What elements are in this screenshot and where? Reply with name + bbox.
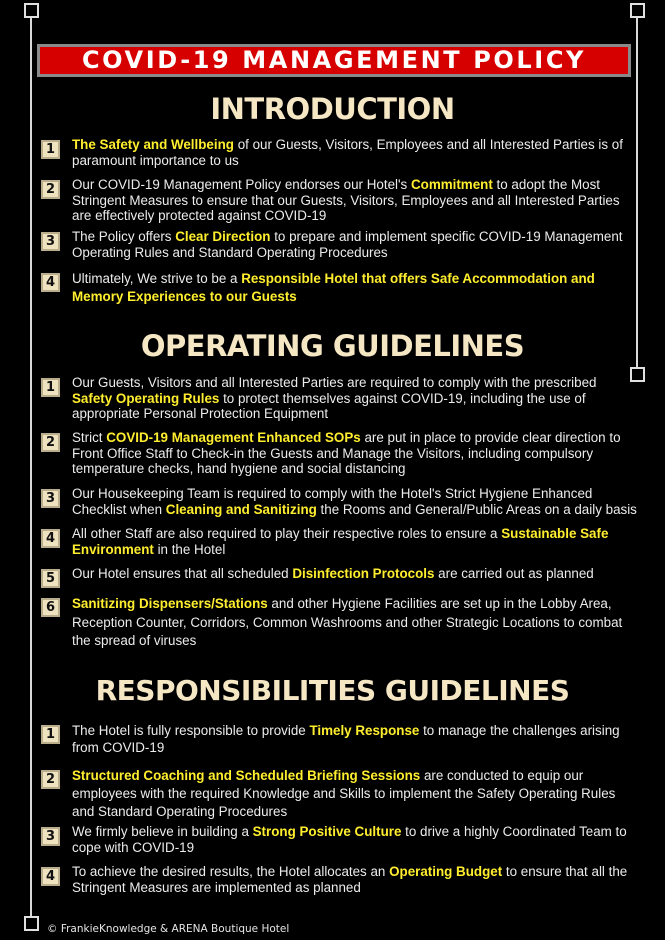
body-text: in the Hotel xyxy=(153,541,226,557)
frame-corner-top-left xyxy=(24,3,39,18)
item-number-badge: 4 xyxy=(41,529,60,548)
body-text: All other Staff are also required to play their respective roles to ensure a xyxy=(72,526,502,541)
body-text: are carried out as planned xyxy=(434,566,594,581)
body-text: The Policy offers xyxy=(72,229,176,244)
body-text: To achieve the desired results, the Hotel allocates an xyxy=(72,864,390,879)
item-text xyxy=(72,137,638,168)
frame-corner-top-right xyxy=(630,3,645,18)
frame-corner-bottom-left xyxy=(24,916,39,931)
highlight-text: Operating Budget xyxy=(389,864,503,879)
body-text: to manage the challenges arising from COVID-19 xyxy=(72,723,620,755)
item-text xyxy=(72,526,638,557)
body-text: of our Guests, Visitors, Employees and all Interested Parties is of paramount importance to us xyxy=(72,137,623,168)
body-text: Our Hotel ensures that all scheduled xyxy=(72,566,293,581)
highlight-text: Sanitizing Dispensers/Stations xyxy=(72,596,268,611)
highlight-text: Structured Coaching and Scheduled Briefing Sessions xyxy=(72,768,421,783)
body-text: are conducted to equip our employees with the required Knowledge and Skills to implement the Safety Operating Rules and Standard Operating Procedures xyxy=(72,768,616,819)
highlight-text: The Safety and Wellbeing xyxy=(72,137,234,152)
highlight-text: Safety Operating Rules xyxy=(72,390,220,406)
body-text: to ensure that all the Stringent Measures are implemented as planned xyxy=(72,864,628,895)
body-text: Our Guests, Visitors and all Interested Parties are required to comply with the prescribed xyxy=(72,375,597,390)
copyright-footer: © FrankieKnowledge & ARENA Boutique Hotel xyxy=(47,923,290,935)
body-text: Our COVID-19 Management Policy endorses our Hotel's xyxy=(72,177,411,192)
item-number-badge: 1 xyxy=(41,725,60,744)
body-text: to adopt the Most Stringent Measures to ensure that our Guests, Visitors, Employees and all Interested Parties are effectively protected against COVID-19 xyxy=(72,177,620,223)
item-number-badge: 5 xyxy=(41,569,60,588)
item-number-badge: 1 xyxy=(41,378,60,397)
body-text: Strict xyxy=(72,430,107,445)
body-text: to protect themselves against COVID-19, including the use of appropriate Personal Protection Equipment xyxy=(72,390,586,421)
item-text xyxy=(72,375,638,422)
item-text xyxy=(72,767,638,821)
item-text xyxy=(72,595,638,651)
item-number-badge: 2 xyxy=(41,180,60,199)
highlight-text: Commitment xyxy=(410,177,493,192)
highlight-text: Clear Direction xyxy=(175,229,271,244)
highlight-text: Responsible Hotel that offers Safe Accommodation and Memory Experiences to our Guests xyxy=(72,271,595,304)
body-text: We firmly believe in building a xyxy=(72,824,253,839)
item-text xyxy=(72,864,638,895)
policy-banner: COVID-19 MANAGEMENT POLICY xyxy=(37,44,631,77)
item-text xyxy=(72,430,638,477)
item-number-badge: 2 xyxy=(41,433,60,452)
item-text xyxy=(72,486,638,517)
body-text: Ultimately, We strive to be a xyxy=(72,271,242,286)
item-number-badge: 4 xyxy=(41,273,60,292)
body-text: The Hotel is fully responsible to provide xyxy=(72,723,310,738)
highlight-text: Sustainable Safe Environment xyxy=(72,526,609,557)
body-text: the Rooms and General/Public Areas on a daily basis xyxy=(316,501,637,517)
item-number-badge: 2 xyxy=(41,770,60,789)
highlight-text: Timely Response xyxy=(309,723,420,738)
item-text xyxy=(72,270,638,306)
highlight-text: Strong Positive Culture xyxy=(252,824,402,839)
body-text: are put in place to provide clear direction to Front Office Staff to Check-in the Guests and Manage the Visitors, including compulsory temperature checks, hand hygiene and social distancing xyxy=(72,430,621,476)
item-number-badge: 1 xyxy=(41,140,60,159)
item-number-badge: 3 xyxy=(41,232,60,251)
item-text xyxy=(72,229,638,260)
body-text: to prepare and implement specific COVID-19 Management Operating Rules and Standard Operating Procedures xyxy=(72,229,623,260)
item-text xyxy=(72,566,638,582)
introduction-title: INTRODUCTION xyxy=(210,92,455,126)
body-text: and other Hygiene Facilities are set up in the Lobby Area, Reception Counter, Corridors, Common Washrooms and other Strategic Locations to combat the spread of viruses xyxy=(72,596,623,648)
item-number-badge: 6 xyxy=(41,598,60,617)
item-number-badge: 4 xyxy=(41,867,60,886)
highlight-text: Disinfection Protocols xyxy=(292,566,435,581)
body-text: Our Housekeeping Team is required to comply with the Hotel's Strict Hygiene Enhanced Checklist when xyxy=(72,486,593,517)
body-text: to drive a highly Coordinated Team to cope with COVID-19 xyxy=(72,824,627,855)
item-text xyxy=(72,177,638,224)
highlight-text: COVID-19 Management Enhanced SOPs xyxy=(106,430,361,445)
operating-title: OPERATING GUIDELINES xyxy=(140,329,525,363)
item-text xyxy=(72,824,638,855)
responsibilities-title: RESPONSIBILITIES GUIDELINES xyxy=(95,674,570,707)
highlight-text: Cleaning and Sanitizing xyxy=(165,501,317,517)
item-number-badge: 3 xyxy=(41,489,60,508)
item-text xyxy=(72,722,638,756)
frame-line-left xyxy=(30,18,32,923)
item-number-badge: 3 xyxy=(41,827,60,846)
